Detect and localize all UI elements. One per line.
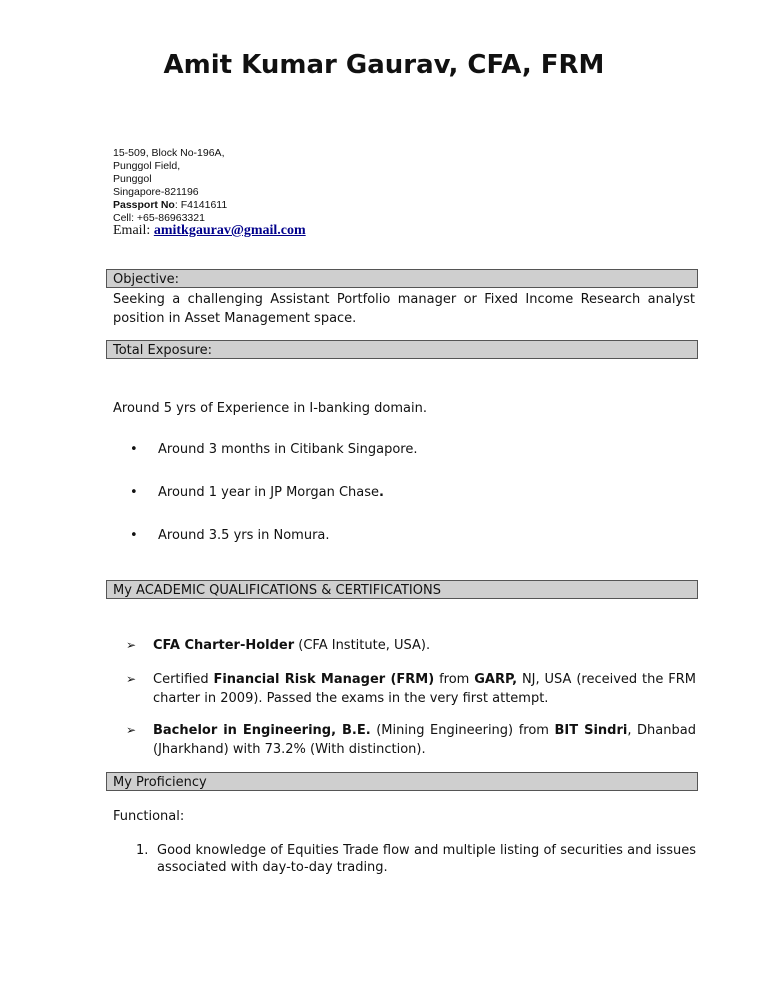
address-line: 15-509, Block No-196A,	[113, 147, 225, 159]
exposure-summary: Around 5 yrs of Experience in I-banking domain.	[113, 401, 427, 416]
numbered-item-text: Good knowledge of Equities Trade flow and multiple listing of securities and issues associated with day-to-day trading.	[157, 843, 696, 875]
passport-line	[113, 199, 227, 212]
bullet-icon: •	[130, 528, 138, 543]
proficiency-subheading: Functional:	[113, 809, 185, 824]
address-line: Punggol Field,	[113, 160, 181, 172]
proficiency-heading: My Proficiency	[106, 772, 698, 791]
qualification-title: Financial Risk Manager (FRM)	[213, 672, 435, 687]
arrow-bullet-icon: ➢	[126, 672, 137, 686]
item-number: 1.	[136, 843, 149, 858]
list-item-text: Around 3 months in Citibank Singapore.	[158, 442, 418, 457]
academic-heading: My ACADEMIC QUALIFICATIONS & CERTIFICATIONS	[106, 580, 698, 599]
arrow-bullet-icon: ➢	[126, 638, 137, 652]
bullet-icon: •	[130, 485, 138, 500]
bullet-icon: •	[130, 442, 138, 457]
resume-title: Amit Kumar Gaurav, CFA, FRM	[163, 50, 605, 80]
address-line: Singapore-821196	[113, 186, 199, 198]
numbered-item	[136, 842, 696, 876]
email-line	[113, 223, 306, 239]
objective-text: Seeking a challenging Assistant Portfolio manager or Fixed Income Research analyst position in Asset Management space.	[113, 292, 695, 326]
institution-name: BIT Sindri	[554, 723, 628, 738]
contact-block	[113, 147, 227, 225]
issuer-name: GARP,	[474, 672, 518, 687]
email-label: Email:	[113, 223, 154, 238]
cell-line: Cell: +65-86963321	[113, 212, 205, 224]
qualification-item: ➢ Bachelor in Engineering, B.E. (Mining Engineering) from BIT Sindri, Dhanbad (Jharkhand) with 73.2% (With distinction).	[126, 723, 696, 757]
list-item-text: Around 3.5 yrs in Nomura.	[158, 528, 330, 543]
qualification-item: ➢ Certified Financial Risk Manager (FRM) from GARP, NJ, USA (received the FRM charter in 2009). Passed the exams in the very first attempt.	[126, 672, 696, 706]
exposure-heading: Total Exposure:	[106, 340, 698, 359]
arrow-bullet-icon: ➢	[126, 723, 137, 737]
bold-period: .	[379, 485, 384, 500]
passport-label: Passport No	[113, 199, 175, 211]
list-item-text: Around 1 year in JP Morgan Chase.	[158, 485, 384, 500]
qualification-item: ➢ CFA Charter-Holder (CFA Institute, USA).	[126, 638, 431, 653]
objective-heading: Objective:	[106, 269, 698, 288]
address-line: Punggol	[113, 173, 152, 185]
passport-value: : F4141611	[174, 199, 228, 211]
qualification-title: Bachelor in Engineering, B.E.	[153, 723, 371, 738]
email-link[interactable]: amitkgaurav@gmail.com	[153, 223, 306, 238]
qualification-title: CFA Charter-Holder	[153, 638, 295, 653]
